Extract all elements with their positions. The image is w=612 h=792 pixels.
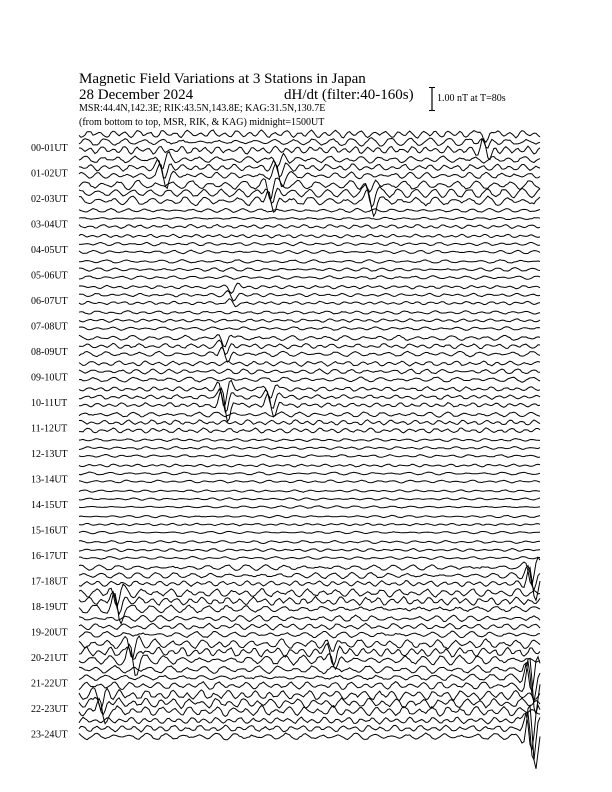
trace-rik <box>79 268 540 272</box>
hour-label: 05-06UT <box>31 270 68 282</box>
trace-rik <box>79 420 540 425</box>
hour-label: 08-09UT <box>31 347 68 358</box>
trace-msr <box>79 225 540 229</box>
hour-label: 19-20UT <box>31 627 68 639</box>
hour-label: 13-14UT <box>31 474 68 486</box>
scale-label: 1.00 nT at T=80s <box>437 93 506 104</box>
trace-kag <box>79 490 540 492</box>
trace-msr <box>79 377 540 382</box>
trace-rik <box>79 291 540 301</box>
trace-msr <box>79 250 540 254</box>
trace-kag <box>79 283 540 293</box>
hour-label: 09-10UT <box>31 372 68 384</box>
trace-msr <box>79 455 540 458</box>
hour-label: 18-19UT <box>31 602 68 613</box>
station-order-note: (from bottom to top, MSR, RIK, & KAG) midnight=1500UT <box>79 117 325 128</box>
hour-label: 01-02UT <box>31 168 68 180</box>
hour-label: 10-11UT <box>31 398 68 409</box>
trace-msr <box>79 506 540 508</box>
hour-label: 02-03UT <box>31 194 68 205</box>
hour-label: 03-04UT <box>31 219 68 231</box>
trace-msr <box>79 531 540 533</box>
trace-kag <box>79 688 540 710</box>
trace-msr <box>79 557 540 560</box>
trace-kag <box>79 260 540 263</box>
trace-kag <box>79 208 540 212</box>
hour-label: 12-13UT <box>31 449 68 460</box>
hour-label: 16-17UT <box>31 551 68 562</box>
trace-rik <box>79 138 540 148</box>
trace-rik <box>79 549 540 552</box>
trace-msr <box>79 658 540 714</box>
trace-kag <box>79 557 540 585</box>
trace-msr <box>79 428 540 433</box>
hour-label: 11-12UT <box>31 423 68 435</box>
trace-rik <box>79 217 540 219</box>
hour-label: 00-01UT <box>31 143 68 154</box>
trace-kag <box>79 464 540 467</box>
trace-rik <box>79 623 540 630</box>
trace-kag <box>79 311 540 314</box>
trace-msr <box>79 347 540 362</box>
trace-kag <box>79 130 540 142</box>
trace-kag <box>79 152 540 169</box>
trace-kag <box>79 636 540 658</box>
trace-rik <box>79 447 540 450</box>
trace-msr <box>79 631 540 638</box>
trace-kag <box>79 234 540 238</box>
trace-msr <box>79 276 540 280</box>
trace-kag <box>79 361 540 366</box>
trace-kag <box>79 515 540 517</box>
hour-label: 04-05UT <box>31 245 68 256</box>
trace-rik <box>79 498 540 500</box>
trace-rik <box>79 242 540 246</box>
trace-rik <box>79 369 540 374</box>
trace-kag <box>79 541 540 544</box>
hour-label: 21-22UT <box>31 678 68 690</box>
hour-label: 20-21UT <box>31 653 68 664</box>
hour-label: 07-08UT <box>31 321 68 333</box>
chart-title: Magnetic Field Variations at 3 Stations in Japan <box>79 71 366 87</box>
trace-kag <box>79 380 540 405</box>
hour-label: 17-18UT <box>31 576 68 588</box>
trace-kag <box>79 412 540 417</box>
date-label: 28 December 2024 <box>79 87 194 103</box>
trace-msr <box>79 567 540 600</box>
trace-rik <box>79 160 540 179</box>
trace-rik <box>79 389 540 412</box>
trace-msr <box>79 480 540 483</box>
hour-label: 23-24UT <box>31 729 68 741</box>
trace-rik <box>79 319 540 323</box>
hour-label: 15-16UT <box>31 525 68 537</box>
hour-label: 06-07UT <box>31 296 68 307</box>
trace-rik <box>79 472 540 475</box>
hour-label: 22-23UT <box>31 704 68 715</box>
hour-label: 14-15UT <box>31 500 68 511</box>
trace-msr <box>79 299 540 307</box>
trace-kag <box>79 178 540 198</box>
trace-kag <box>79 439 540 442</box>
trace-rik <box>79 340 540 355</box>
trace-rik <box>79 523 540 526</box>
trace-msr <box>79 189 540 216</box>
quantity-label: dH/dt (filter:40-160s) <box>284 87 414 103</box>
trace-kag <box>79 705 540 750</box>
trace-kag <box>79 615 540 622</box>
stations-label: MSR:44.4N,142.3E; RIK:43.5N,143.8E; KAG:31.5N,130.7E <box>79 103 326 114</box>
trace-msr <box>79 327 540 331</box>
trace-msr <box>79 706 540 769</box>
